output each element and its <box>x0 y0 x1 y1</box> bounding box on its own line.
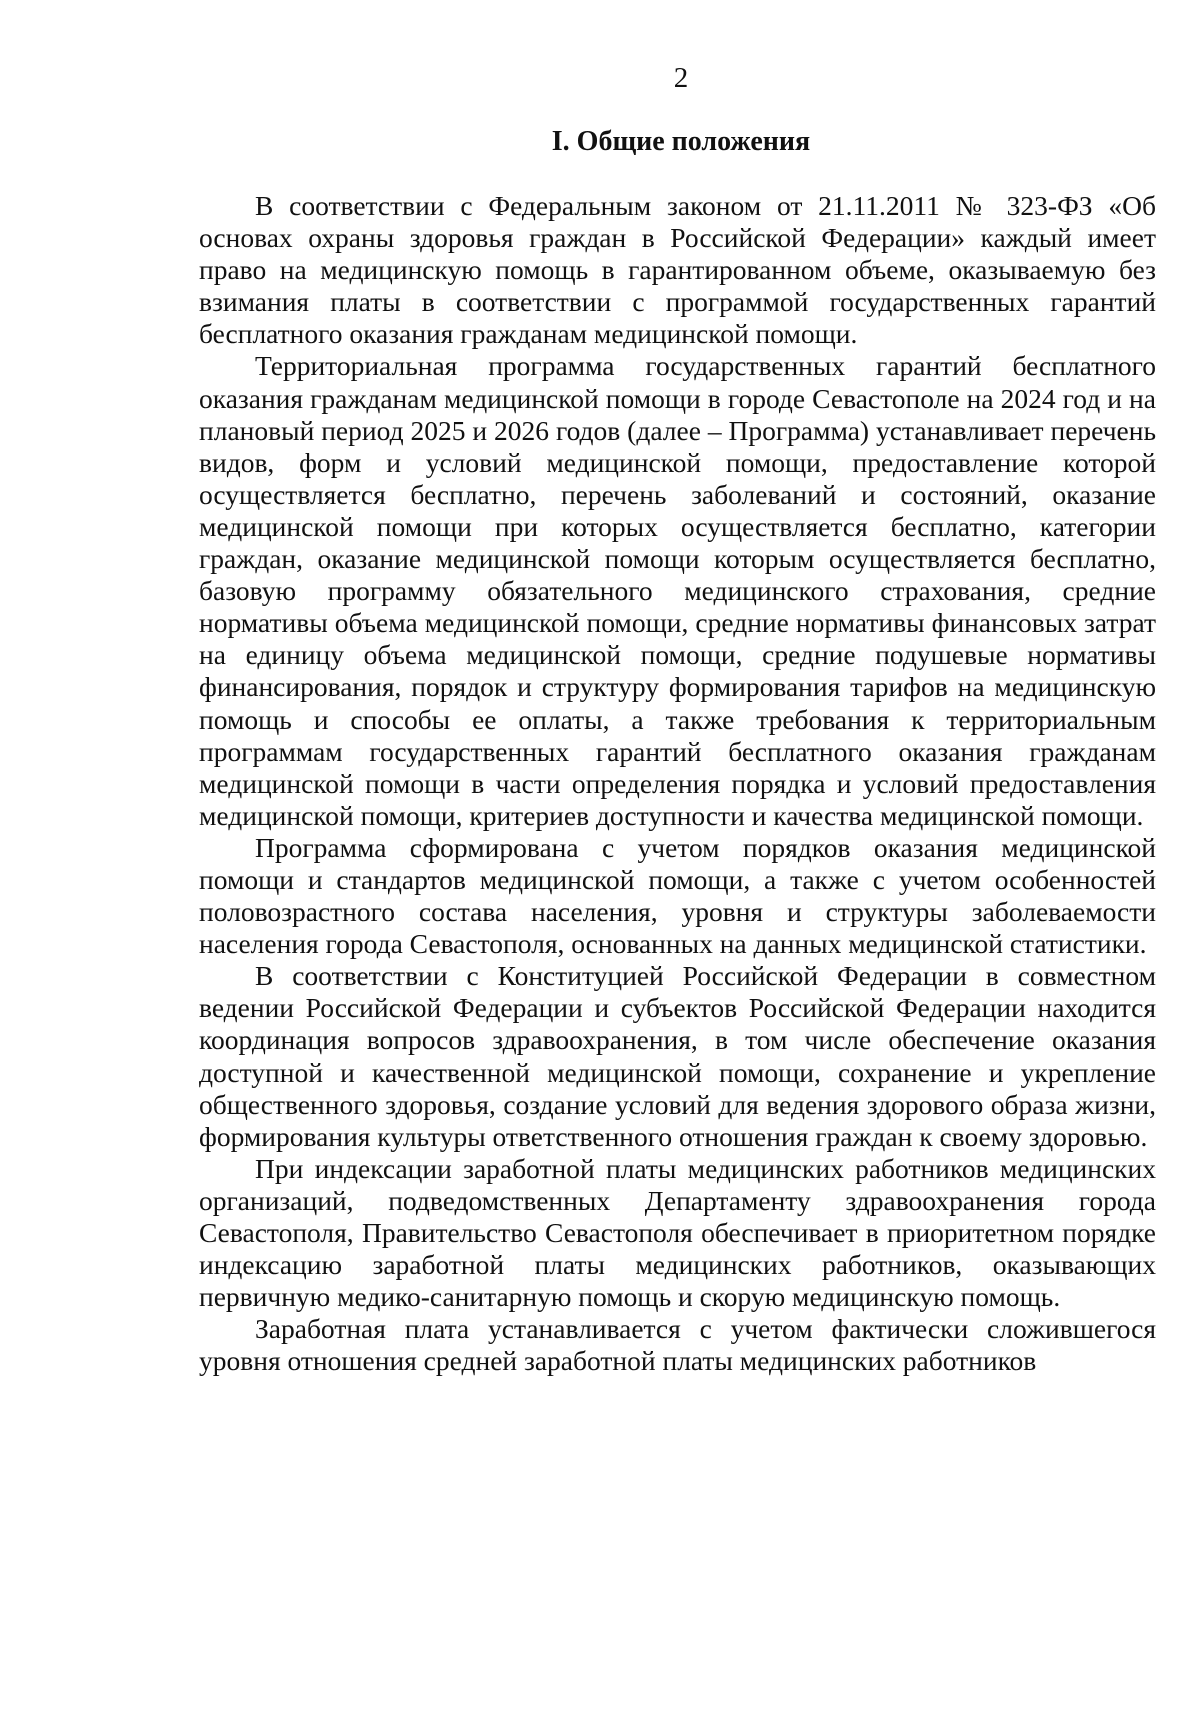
page-number: 2 <box>673 62 689 94</box>
paragraph-4: В соответствии с Конституцией Российской Федерации в совместном ведении Российской Федерации и субъектов Российской Федерации находится координация вопросов здравоохранения, в том числе обеспечение оказания доступной и качественной медицинской помощи, сохранение и укрепление общественного здоровья, создание условий для ведения здорового образа жизни, формирования культуры ответственного отношения граждан к своему здоровью. <box>199 960 1156 1152</box>
paragraph-1: В соответствии с Федеральным законом от 21.11.2011 № 323-ФЗ «Об основах охраны здоровья граждан в Российской Федерации» каждый имеет право на медицинскую помощь в гарантированном объеме, оказываемую без взимания платы в соответствии с программой государственных гарантий бесплатного оказания гражданам медицинской помощи. <box>199 190 1156 350</box>
paragraph-6: Заработная плата устанавливается с учетом фактически сложившегося уровня отношения средней заработной платы медицинских работников <box>199 1313 1156 1377</box>
document-body <box>199 190 1156 1377</box>
paragraph-2: Территориальная программа государственных гарантий бесплатного оказания гражданам медицинской помощи в городе Севастополе на 2024 год и на плановый период 2025 и 2026 годов (далее – Программа) устанавливает перечень видов, форм и условий медицинской помощи, предоставление которой осуществляется бесплатно, перечень заболеваний и состояний, оказание медицинской помощи при которых осуществляется бесплатно, категории граждан, оказание медицинской помощи которым осуществляется бесплатно, базовую программу обязательного медицинского страхования, средние нормативы объема медицинской помощи, средние нормативы финансовых затрат на единицу объема медицинской помощи, средние подушевые нормативы финансирования, порядок и структуру формирования тарифов на медицинскую помощь и способы ее оплаты, а также требования к территориальным программам государственных гарантий бесплатного оказания гражданам медицинской помощи в части определения порядка и условий предоставления медицинской помощи, критериев доступности и качества медицинской помощи. <box>199 350 1156 831</box>
scan-edge <box>0 1690 1200 1691</box>
paragraph-3: Программа сформирована с учетом порядков оказания медицинской помощи и стандартов медицинской помощи, а также с учетом особенностей половозрастного состава населения, уровня и структуры заболеваемости населения города Севастополя, основанных на данных медицинской статистики. <box>199 831 1156 960</box>
section-heading: I. Общие положения <box>551 126 811 157</box>
paragraph-5: При индексации заработной платы медицинских работников медицинских организаций, подведомственных Департаменту здравоохранения города Севастополя, Правительство Севастополя обеспечивает в приоритетном порядке индексацию заработной платы медицинских работников, оказывающих первичную медико-санитарную помощь и скорую медицинскую помощь. <box>199 1152 1156 1313</box>
